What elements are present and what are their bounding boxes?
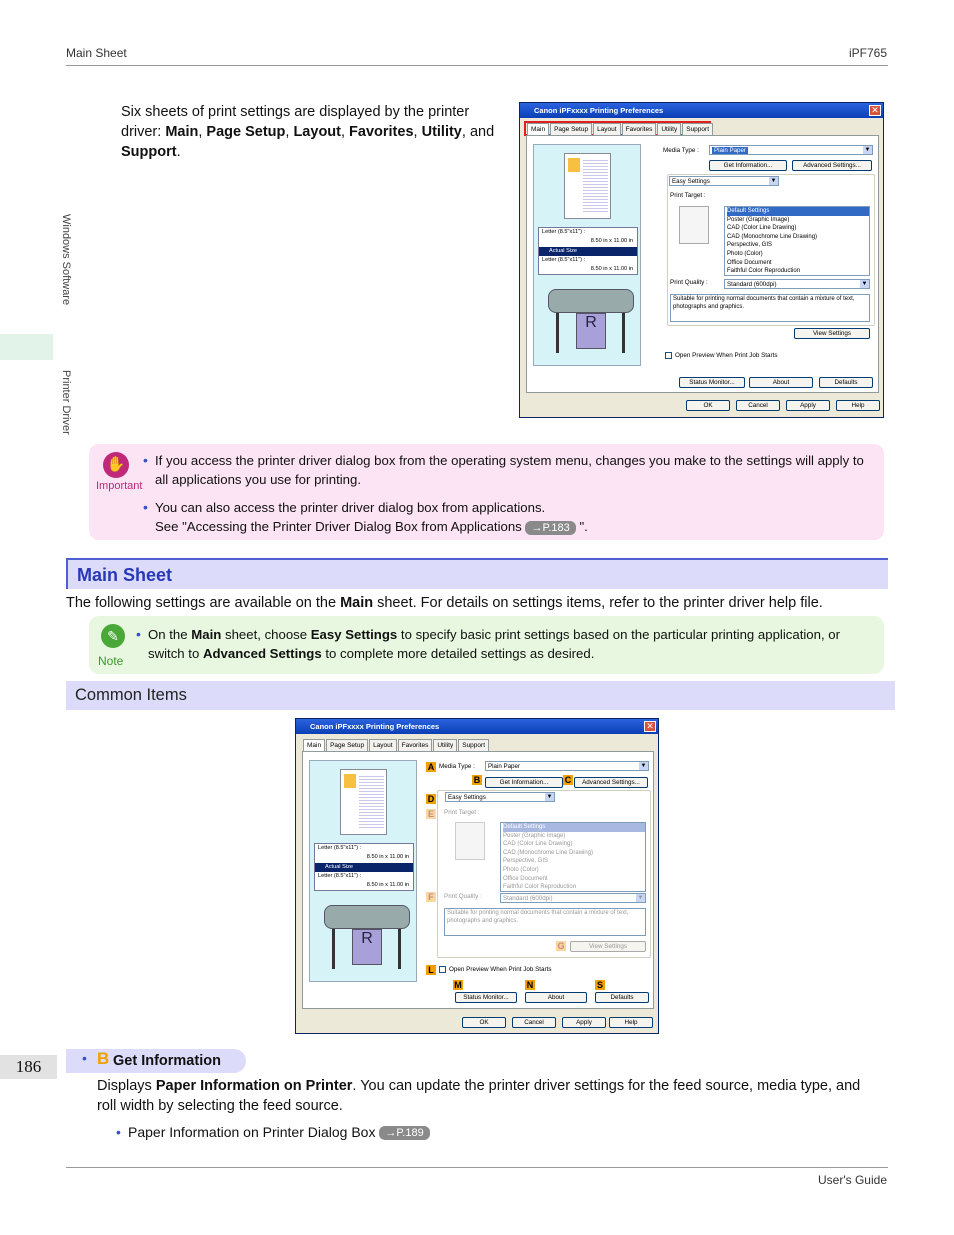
target-thumbnail	[455, 822, 485, 860]
header-right: iPF765	[848, 46, 887, 60]
side-tab-windows-software[interactable]: Windows Software	[60, 214, 72, 306]
main-panel: Letter (8.5"x11") : 8.50 in x 11.00 in Actual Size Letter (8.5"x11") : 8.50 in x 11.00 in R A Media Type : Plain Paper ▼ B Get Information... C Advanced Settings... D Easy Settings ▼ E Print Target : Default Settings Poster (Graphic Image) CAD (Color Line Drawing) CAD (Monochrome Line Drawing) Perspective, GIS Photo (Color) Office Document Faithful Color Reproduction F Print Quality : Standard (600dpi) ▼ Suitable for printing normal documents that contain a mixture of text, photographs and graphics. G View Settings L Open Preview When Print Job Starts M Status Monitor... N About S Defaults	[302, 751, 654, 1009]
paper-preview	[340, 769, 387, 835]
media-type-select[interactable]: Plain Paper ▼	[709, 145, 873, 155]
callout-b: B	[473, 775, 481, 785]
callout-a: A	[427, 762, 435, 772]
apply-button[interactable]: Apply	[786, 400, 830, 411]
help-button[interactable]: Help	[609, 1017, 653, 1028]
tab-page-setup[interactable]: Page Setup	[326, 739, 368, 751]
tab-main[interactable]: Main	[527, 123, 549, 136]
b-section-heading: • B Get Information	[66, 1049, 246, 1073]
tab-support[interactable]: Support	[682, 123, 713, 135]
printer-illustration: R	[322, 899, 412, 979]
description-box: Suitable for printing normal documents that contain a mixture of text, photographs and graphics.	[444, 908, 646, 936]
common-items-heading: Common Items	[66, 681, 895, 710]
open-preview-checkbox[interactable]	[439, 966, 446, 973]
callout-c: C	[564, 775, 572, 785]
tab-layout[interactable]: Layout	[593, 123, 621, 135]
open-preview-checkbox[interactable]	[665, 352, 672, 359]
preview-area	[533, 144, 641, 366]
dialog-title: Canon iPFxxxx Printing Preferences	[296, 719, 658, 734]
callout-l: L	[426, 965, 436, 975]
preview-area	[309, 760, 417, 982]
page-ref-189[interactable]: →P.189	[379, 1126, 429, 1140]
view-settings-button[interactable]: View Settings	[570, 941, 646, 952]
b-section-title: Get Information	[113, 1053, 221, 1069]
main-sheet-description: The following settings are available on the Main sheet. For details on settings items, refer to the printer driver help file.	[66, 595, 823, 611]
tab-main[interactable]: Main	[303, 739, 325, 752]
important-item-2: • You can also access the printer driver dialog box from applications. See "Accessing the Printer Driver Dialog Box from Applications →P.183 ".	[143, 499, 588, 534]
callout-n: N	[526, 980, 534, 990]
ok-button[interactable]: OK	[462, 1017, 506, 1028]
view-settings-button[interactable]: View Settings	[794, 328, 870, 339]
media-type-select[interactable]: Plain Paper ▼	[485, 761, 649, 771]
easy-settings-select[interactable]: Easy Settings ▼	[669, 176, 779, 186]
tab-utility[interactable]: Utility	[657, 123, 681, 135]
printing-preferences-dialog-top	[519, 102, 884, 418]
size-info-box: Letter (8.5"x11") : 8.50 in x 11.00 in Actual Size Letter (8.5"x11") : 8.50 in x 11.00 in	[538, 227, 638, 275]
important-item-1: • If you access the printer driver dialog box from the operating system menu, changes you make to the settings will apply to all applications you use for printing.	[143, 452, 864, 487]
get-information-button[interactable]: Get Information...	[485, 777, 563, 788]
size-info-box: Letter (8.5"x11") : 8.50 in x 11.00 in Actual Size Letter (8.5"x11") : 8.50 in x 11.00 in	[314, 843, 414, 891]
description-box: Suitable for printing normal documents that contain a mixture of text, photographs and graphics.	[670, 294, 870, 322]
dialog-tabs	[527, 123, 714, 135]
main-panel: Letter (8.5"x11") : 8.50 in x 11.00 in Actual Size Letter (8.5"x11") : 8.50 in x 11.00 in R Media Type : Plain Paper ▼ Get Information... Advanced Settings... Easy Settings ▼ Print Target : Default Settings Poster (Graphic Image) CAD (Color Line Drawing) CAD (Monochrome Line Drawing) Perspective, GIS Photo (Color) Office Document Faithful Color Reproduction Print Quality : Standard (600dpi) ▼ Suitable for printing normal documents that contain a mixture of text, photographs and graphics. View Settings Open Preview When Print Job Starts Status Monitor... About Defaults	[526, 135, 879, 393]
status-monitor-button[interactable]: Status Monitor...	[455, 992, 517, 1003]
printer-illustration: R	[546, 283, 636, 363]
dialog-tabs	[303, 739, 490, 751]
callout-s: S	[596, 980, 603, 990]
b-callout-letter: B	[97, 1049, 110, 1068]
about-button[interactable]: About	[749, 377, 813, 388]
b-link-item: • Paper Information on Printer Dialog Box →P.189	[128, 1123, 828, 1142]
close-icon[interactable]: ✕	[644, 721, 656, 732]
pencil-icon: ✎	[101, 624, 125, 648]
note-item: • On the Main sheet, choose Easy Settings to specify basic print settings based on the particular printing application, or switch to Advanced Settings to complete more detailed settings as desired.	[136, 626, 841, 661]
intro-paragraph: Six sheets of print settings are displayed by the printer driver: Main, Page Setup, Layout, Favorites, Utility, and Support.	[121, 104, 495, 160]
paper-preview	[564, 153, 611, 219]
status-monitor-button[interactable]: Status Monitor...	[679, 377, 745, 388]
apply-button[interactable]: Apply	[562, 1017, 606, 1028]
image-thumb-icon	[568, 158, 580, 172]
main-sheet-heading: Main Sheet	[66, 558, 888, 589]
cancel-button[interactable]: Cancel	[512, 1017, 556, 1028]
b-section-description: Displays Paper Information on Printer. You can update the printer driver settings for the feed source, media type, and roll width by selecting the feed source.	[97, 1078, 861, 1114]
cancel-button[interactable]: Cancel	[736, 400, 780, 411]
help-button[interactable]: Help	[836, 400, 880, 411]
print-target-list[interactable]: Default Settings Poster (Graphic Image) CAD (Color Line Drawing) CAD (Monochrome Line Drawing) Perspective, GIS Photo (Color) Office Document Faithful Color Reproduction	[724, 206, 870, 276]
print-target-list[interactable]: Default Settings Poster (Graphic Image) CAD (Color Line Drawing) CAD (Monochrome Line Drawing) Perspective, GIS Photo (Color) Office Document Faithful Color Reproduction	[500, 822, 646, 892]
target-thumbnail	[679, 206, 709, 244]
defaults-button[interactable]: Defaults	[819, 377, 873, 388]
advanced-settings-button[interactable]: Advanced Settings...	[574, 777, 648, 788]
side-tab-marker	[0, 334, 53, 360]
defaults-button[interactable]: Defaults	[595, 992, 649, 1003]
printing-preferences-dialog-annotated	[295, 718, 659, 1034]
tab-favorites[interactable]: Favorites	[622, 123, 657, 135]
tab-layout[interactable]: Layout	[369, 739, 397, 751]
note-label: Note	[98, 654, 124, 668]
get-information-button[interactable]: Get Information...	[709, 160, 787, 171]
side-tab-printer-driver[interactable]: Printer Driver	[60, 370, 72, 435]
ok-button[interactable]: OK	[686, 400, 730, 411]
tab-favorites[interactable]: Favorites	[398, 739, 433, 751]
dialog-title: Canon iPFxxxx Printing Preferences	[520, 103, 883, 118]
page-ref-183[interactable]: →P.183	[525, 521, 575, 535]
print-quality-select[interactable]: Standard (600dpi) ▼	[500, 893, 646, 903]
close-icon[interactable]: ✕	[869, 105, 881, 116]
important-label: Important	[96, 480, 143, 492]
advanced-settings-button[interactable]: Advanced Settings...	[792, 160, 872, 171]
tab-support[interactable]: Support	[458, 739, 489, 751]
callout-e: E	[427, 809, 434, 819]
page-number: 186	[0, 1055, 57, 1079]
tab-utility[interactable]: Utility	[433, 739, 457, 751]
print-quality-select[interactable]: Standard (600dpi) ▼	[724, 279, 870, 289]
footer-rule	[66, 1167, 888, 1168]
callout-f: F	[426, 892, 436, 902]
header-left: Main Sheet	[66, 46, 127, 60]
footer-right: User's Guide	[818, 1173, 887, 1187]
callout-d: D	[427, 794, 435, 804]
header-rule	[66, 65, 888, 66]
about-button[interactable]: About	[525, 992, 587, 1003]
easy-settings-select[interactable]: Easy Settings ▼	[445, 792, 555, 802]
callout-m: M	[454, 980, 462, 990]
hand-icon: ✋	[103, 452, 129, 478]
callout-g: G	[557, 941, 565, 951]
tab-page-setup[interactable]: Page Setup	[550, 123, 592, 135]
image-thumb-icon	[344, 774, 356, 788]
